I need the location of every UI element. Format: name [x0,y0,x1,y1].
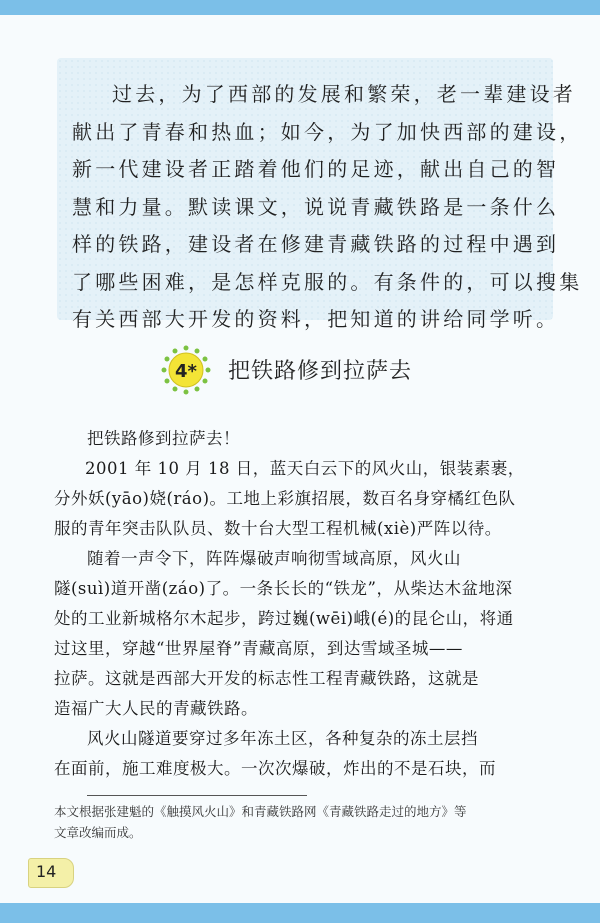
intro-line: 新一代建设者正踏着他们的足迹，献出自己的智 [72,157,560,181]
intro-text [72,76,583,339]
intro-line: 了哪些困难，是怎样克服的。有条件的，可以搜集 [72,269,583,294]
footnote-divider [87,795,307,796]
lesson-number: 4* [175,361,197,382]
body-line: 服的青年突击队队员、数十台大型工程机械(xiè)严阵以待。 [54,519,502,538]
footnote-line: 本文根据张建魁的《触摸风火山》和青藏铁路网《青藏铁路走过的地方》等 [54,804,467,819]
bottom-band [0,903,600,923]
intro-line: 过去，为了西部的发展和繁荣，老一辈建设者 [112,82,576,106]
page-number: 14 [36,862,57,881]
intro-line: 慧和力量。默读课文，说说青藏铁路是一条什么 [72,194,560,219]
lesson-body [54,424,567,784]
body-line: 处的工业新城格尔木起步，跨过巍(wēi)峨(é)的昆仑山，将通 [54,609,514,628]
intro-line: 有关西部大开发的资料，把知道的讲给同学听。 [72,307,560,331]
body-line: 2001 年 10 月 18 日，蓝天白云下的风火山，银装素裹， [85,459,525,478]
body-line: 分外妖(yāo)娆(ráo)。工地上彩旗招展，数百名身穿橘红色队 [54,489,516,508]
intro-line: 献出了青春和热血；如今，为了加快西部的建设， [72,119,583,144]
body-line: 过这里，穿越“世界屋脊”青藏高原，到达雪域圣城—— [54,639,463,658]
body-line: 风火山隧道要穿过多年冻土区，各种复杂的冻土层挡 [87,729,478,748]
footnote [54,801,567,843]
top-band [0,0,600,15]
lesson-title: 把铁路修到拉萨去 [228,359,413,384]
body-line: 拉萨。这就是西部大开发的标志性工程青藏铁路，这就是 [54,669,479,688]
body-line: 造福广大人民的青藏铁路。 [54,699,258,718]
body-line: 把铁路修到拉萨去！ [87,429,240,448]
lesson-number-badge [160,344,212,396]
body-line: 在面前，施工难度极大。一次次爆破，炸出的不是石块，而 [54,759,496,778]
footnote-line: 文章改编而成。 [54,825,142,840]
intro-line: 样的铁路，建设者在修建青藏铁路的过程中遇到 [72,232,560,256]
body-line: 随着一声令下，阵阵爆破声响彻雪域高原，风火山 [87,549,461,568]
body-line: 隧(suì)道开凿(záo)了。一条长长的“铁龙”，从柴达木盆地深 [54,579,513,598]
